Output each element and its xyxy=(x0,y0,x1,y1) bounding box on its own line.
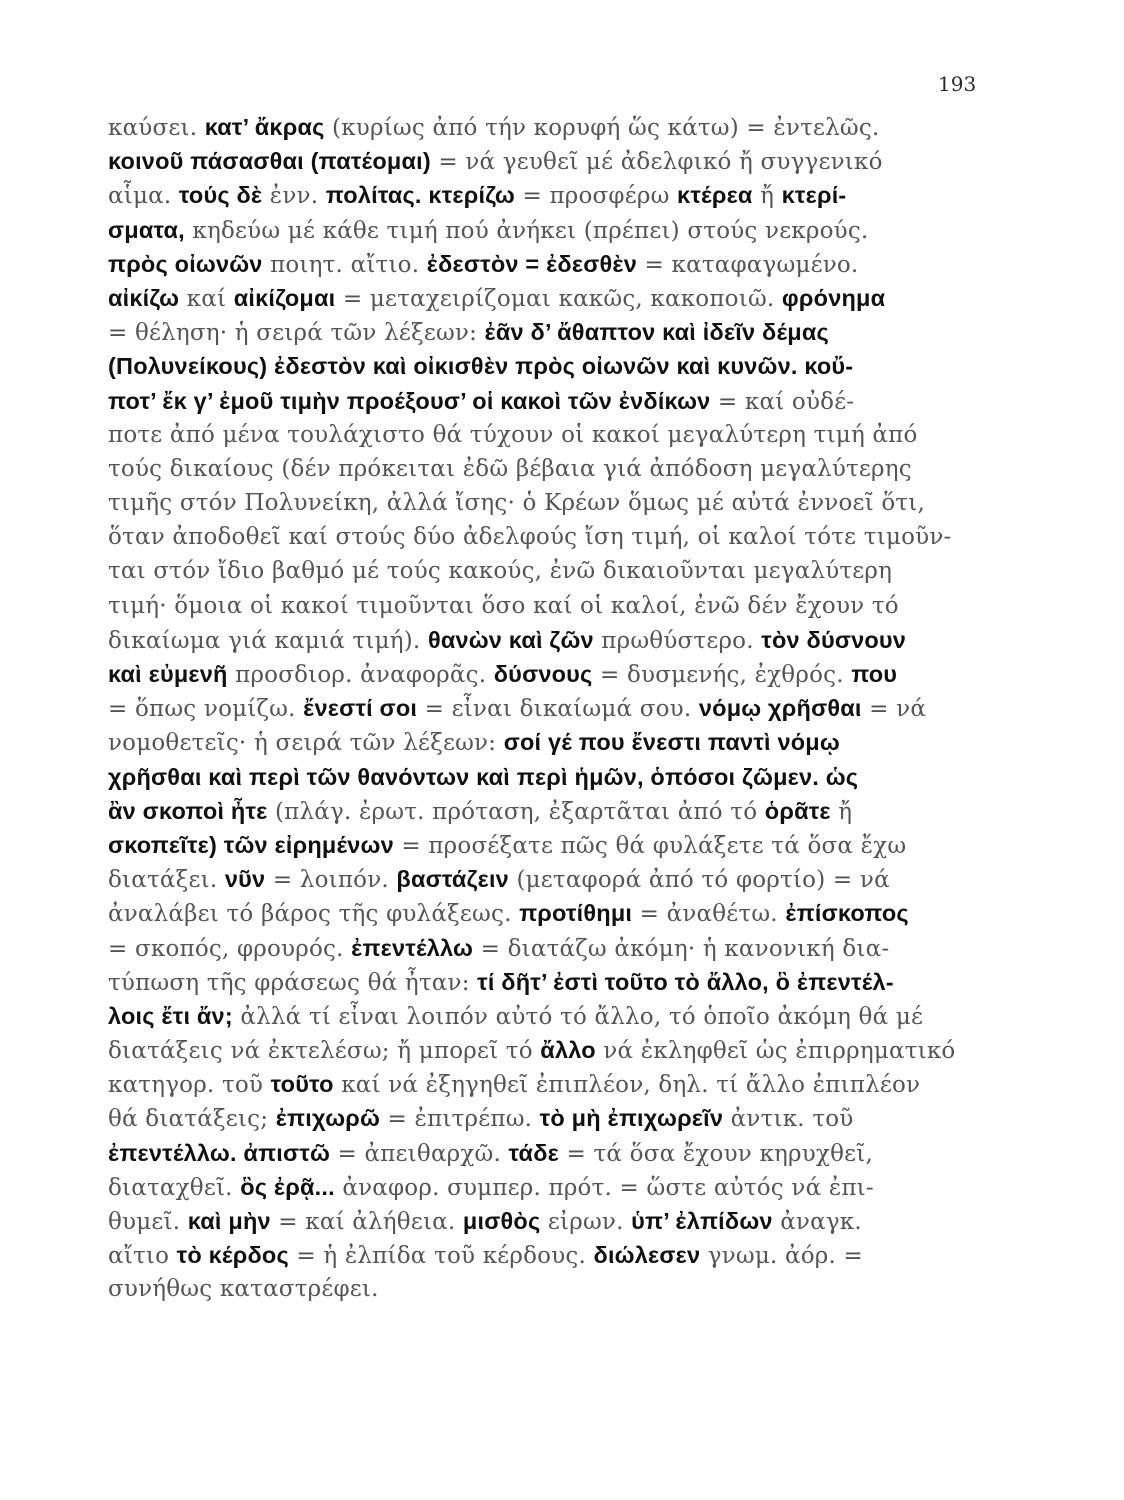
text-line xyxy=(108,520,958,554)
text-line xyxy=(108,178,958,212)
lemma: τάδε xyxy=(508,1139,560,1166)
lemma: θανὼν καὶ ζῶν xyxy=(427,626,594,653)
lemma: ὁρᾶτε xyxy=(764,797,831,824)
gloss: καί νά ἐξηγηθεῖ ἐπιπλέον, δηλ. τί ἄλλο ἐπιπλέον xyxy=(333,1072,921,1099)
gloss: (κυρίως ἀπό τήν κορυφή ὥς κάτω) = ἐντελῶς. xyxy=(324,115,880,141)
text-line xyxy=(108,828,958,862)
text-line xyxy=(108,144,958,178)
text-line xyxy=(108,1136,958,1170)
gloss: = ἀναθέτω. xyxy=(632,901,786,928)
text-line xyxy=(108,247,958,281)
text-line xyxy=(108,760,958,794)
gloss: γνωμ. ἀόρ. = xyxy=(700,1243,864,1270)
gloss: = ὅπως νομίζω. xyxy=(108,696,304,723)
lemma: αἰκίζομαι xyxy=(233,284,336,311)
gloss: = διατάζω ἀκόμη· ἡ κανονική δια- xyxy=(473,935,890,962)
lemma: κτέρεα xyxy=(677,182,753,209)
lemma: σματα, xyxy=(108,216,185,243)
text-line xyxy=(108,657,958,691)
lemma: που xyxy=(851,661,898,687)
lemma: κοινοῦ πάσασθαι (πατέομαι) xyxy=(108,148,431,175)
text-line xyxy=(108,554,958,588)
text-line xyxy=(108,452,958,486)
gloss: δικαίωμα γιά καμιά τιμή). xyxy=(108,627,428,654)
gloss: ἐνν. xyxy=(262,183,326,210)
gloss: εἰρων. xyxy=(540,1209,632,1235)
lemma: ποτ’ ἔκ γ’ ἐμοῦ τιμὴν προέξουσ’ οἱ κακοὶ τῶν ἐνδίκων xyxy=(108,387,711,414)
lemma: προτίθημι xyxy=(519,900,633,927)
gloss: θά διατάξεις; xyxy=(108,1106,276,1133)
text-line xyxy=(108,281,958,315)
lemma: τὸ μὴ ἐπιχωρεῖν xyxy=(539,1105,724,1132)
gloss: ἤ xyxy=(830,798,853,825)
gloss: = εἶναι δικαίωμά σου. xyxy=(417,696,699,723)
lemma: μισθὸς xyxy=(462,1208,541,1234)
lemma: κατ’ ἄκρας xyxy=(204,114,325,140)
gloss: νομοθετεῖς· ἡ σειρά τῶν λέξεων: xyxy=(108,730,504,757)
gloss: ἤ xyxy=(752,183,782,210)
lemma: ἐπεντέλλω xyxy=(351,934,474,961)
lemma: τὸ κέρδος xyxy=(176,1242,289,1269)
text-line xyxy=(108,965,958,999)
lemma: νόμῳ χρῆσθαι xyxy=(698,695,862,722)
gloss: = θέληση· ἡ σειρά τῶν λέξεων: xyxy=(108,320,485,347)
gloss: ἀναλάβει τό βάρος τῆς φυλάξεως. xyxy=(108,901,520,928)
text-line xyxy=(108,1170,958,1204)
gloss: αἷμα. xyxy=(108,183,179,210)
gloss: ὅταν ἀποδοθεῖ καί στούς δύο ἀδελφούς ἴση τιμή, οἱ καλοί τότε τιμοῦν- xyxy=(108,524,952,551)
gloss: = καί ἀλήθεια. xyxy=(270,1209,463,1235)
gloss: = ἐπιτρέπω. xyxy=(380,1106,540,1133)
gloss: ποιητ. αἴτιο. xyxy=(262,251,427,278)
text-line xyxy=(108,725,958,759)
gloss: τύπωση τῆς φράσεως θά ἦταν: xyxy=(108,969,478,996)
text-line xyxy=(108,896,958,930)
gloss: (πλάγ. ἐρωτ. πρόταση, ἐξαρτᾶται ἀπό τό xyxy=(267,798,765,825)
text-line xyxy=(108,1101,958,1135)
gloss: = νά xyxy=(861,696,927,723)
gloss: = προσέξατε πῶς θά φυλάξετε τά ὅσα ἔχω xyxy=(393,832,907,859)
page-number: 193 xyxy=(938,72,977,96)
lemma: ὑπ’ ἐλπίδων xyxy=(631,1208,773,1234)
gloss: = σκοπός, φρουρός. xyxy=(108,935,352,962)
lemma: καὶ μὴν xyxy=(187,1208,271,1234)
gloss: = ἀπειθαρχῶ. xyxy=(330,1140,509,1167)
lemma: ἔνεστί σοι xyxy=(303,695,418,722)
gloss: = τά ὅσα ἔχουν κηρυχθεῖ, xyxy=(559,1140,873,1167)
lemma: λοις ἔτι ἄν; xyxy=(108,1002,233,1029)
gloss: κατηγορ. τοῦ xyxy=(108,1072,271,1099)
text-line xyxy=(108,623,958,657)
lemma: ὃς ἐρᾷ... xyxy=(240,1173,335,1200)
lemma: κτερί- xyxy=(781,182,847,209)
gloss: συνήθως καταστρέφει. xyxy=(108,1276,379,1303)
lemma: τοῦτο xyxy=(270,1071,334,1098)
lemma: ἐπιχωρῶ xyxy=(275,1105,381,1132)
lemma: ἐπεντέλλω. ἀπιστῶ xyxy=(108,1139,331,1166)
gloss: προσδιορ. ἀναφορᾶς. xyxy=(227,662,494,688)
gloss: ποτε ἀπό μένα τουλάχιστο θά τύχουν οἱ κακοί μεγαλύτερη τιμή ἀπό xyxy=(108,421,918,448)
gloss: ἀναγκ. xyxy=(772,1209,862,1235)
gloss: κηδεύω μέ κάθε τιμή πού ἀνήκει (πρέπει) στούς νεκρούς. xyxy=(184,217,869,244)
gloss: = δυσμενής, ἐχθρός. xyxy=(592,662,852,688)
lemma: ἐᾶν δ’ ἄθαπτον καὶ ἰδεῖν δέμας xyxy=(484,319,829,346)
text-line xyxy=(108,384,958,418)
text-line xyxy=(108,1272,958,1306)
lemma: νῦν xyxy=(224,866,266,893)
gloss: διατάξει. xyxy=(108,867,225,894)
lemma: πρὸς οἰωνῶν xyxy=(108,250,263,277)
lemma: χρῆσθαι καὶ περὶ τῶν θανόντων καὶ περὶ ἡμῶν, ὁπόσοι ζῶμεν. ὡς xyxy=(108,763,859,790)
text-line xyxy=(108,1067,958,1101)
text-line xyxy=(108,931,958,965)
gloss: τούς δικαίους (δέν πρόκειται ἐδῶ βέβαια γιά ἀπόδοση μεγαλύτερης xyxy=(108,455,912,482)
gloss: = καί οὐδέ- xyxy=(710,388,855,415)
text-line xyxy=(108,794,958,828)
text-line xyxy=(108,1033,958,1067)
gloss: καύσει. xyxy=(108,115,205,141)
lemma: βαστάζειν xyxy=(396,866,509,893)
text-line xyxy=(108,1238,958,1272)
lemma: τούς δὲ xyxy=(178,182,263,209)
text-line xyxy=(108,349,958,383)
gloss: τιμῆς στόν Πολυνείκη, ἀλλά ἴσης· ὁ Κρέων ὅμως μέ αὐτά ἐννοεῖ ὅτι, xyxy=(108,490,926,517)
gloss: = ἡ ἐλπίδα τοῦ κέρδους. xyxy=(288,1243,594,1270)
lemma: πολίτας. κτερίζω xyxy=(325,182,515,209)
lemma: διώλεσεν xyxy=(593,1242,701,1269)
text-line xyxy=(108,862,958,896)
text-line xyxy=(108,1204,958,1238)
commentary-text xyxy=(108,110,958,1307)
lemma: ἐδεστὸν = ἐδεσθὲν xyxy=(426,250,638,277)
lemma: τὸν δύσνουν xyxy=(761,626,907,653)
lemma: σοί γέ που ἔνεστι παντὶ νόμῳ xyxy=(503,729,840,756)
gloss: αἴτιο xyxy=(108,1243,177,1270)
gloss: = μεταχειρίζομαι κακῶς, κακοποιῶ. xyxy=(335,285,782,312)
lemma: ἄλλο xyxy=(540,1037,596,1064)
gloss: ἀντικ. τοῦ xyxy=(723,1106,854,1133)
gloss: ἀλλά τί εἶναι λοιπόν αὐτό τό ἄλλο, τό ὁποῖο ἀκόμη θά μέ xyxy=(232,1003,924,1030)
gloss: νά ἐκληφθεῖ ὡς ἐπιρρηματικό xyxy=(595,1038,956,1065)
text-line xyxy=(108,213,958,247)
lemma: καὶ εὐμενῆ xyxy=(108,661,228,687)
text-line xyxy=(108,691,958,725)
text-line xyxy=(108,110,958,144)
text-line xyxy=(108,589,958,623)
gloss: ἀναφορ. συμπερ. πρότ. = ὥστε αὐτός νά ἐπι- xyxy=(334,1174,874,1201)
text-line xyxy=(108,418,958,452)
lemma: ἂν σκοποὶ ἦτε xyxy=(108,797,268,824)
lemma: σκοπεῖτε) τῶν εἰρημένων xyxy=(108,831,394,858)
gloss: διαταχθεῖ. xyxy=(108,1174,241,1201)
text-line xyxy=(108,315,958,349)
lemma: φρόνημα xyxy=(781,284,886,311)
lemma: αἰκίζω xyxy=(108,284,180,311)
lemma: τί δῆτ’ ἐστὶ τοῦτο τὸ ἄλλο, ὃ ἐπεντέλ- xyxy=(477,968,894,995)
gloss: πρωθύστερο. xyxy=(593,627,762,654)
gloss: θυμεῖ. xyxy=(108,1209,188,1235)
text-line xyxy=(108,999,958,1033)
gloss: καί xyxy=(179,285,234,312)
gloss: τιμή· ὅμοια οἱ κακοί τιμοῦνται ὅσο καί οἱ καλοί, ἐνῶ δέν ἔχουν τό xyxy=(108,592,899,619)
gloss: (μεταφορά ἀπό τό φορτίο) = νά xyxy=(508,867,890,894)
gloss: = καταφαγωμένο. xyxy=(637,251,859,278)
gloss: = προσφέρω xyxy=(514,183,678,210)
gloss: ται στόν ἴδιο βαθμό μέ τούς κακούς, ἐνῶ δικαιοῦνται μεγαλύτερη xyxy=(108,558,893,585)
gloss: = νά γευθεῖ μέ ἀδελφικό ἤ συγγενικό xyxy=(430,149,883,176)
lemma: (Πολυνείκους) ἐδεστὸν καὶ οἰκισθὲν πρὸς οἰωνῶν καὶ κυνῶν. κοὔ- xyxy=(108,353,854,380)
gloss: διατάξεις νά ἐκτελέσω; ἤ μπορεῖ τό xyxy=(108,1038,541,1065)
gloss: = λοιπόν. xyxy=(265,867,397,894)
text-line xyxy=(108,486,958,520)
lemma: δύσνους xyxy=(493,661,593,687)
lemma: ἐπίσκοπος xyxy=(785,900,909,927)
